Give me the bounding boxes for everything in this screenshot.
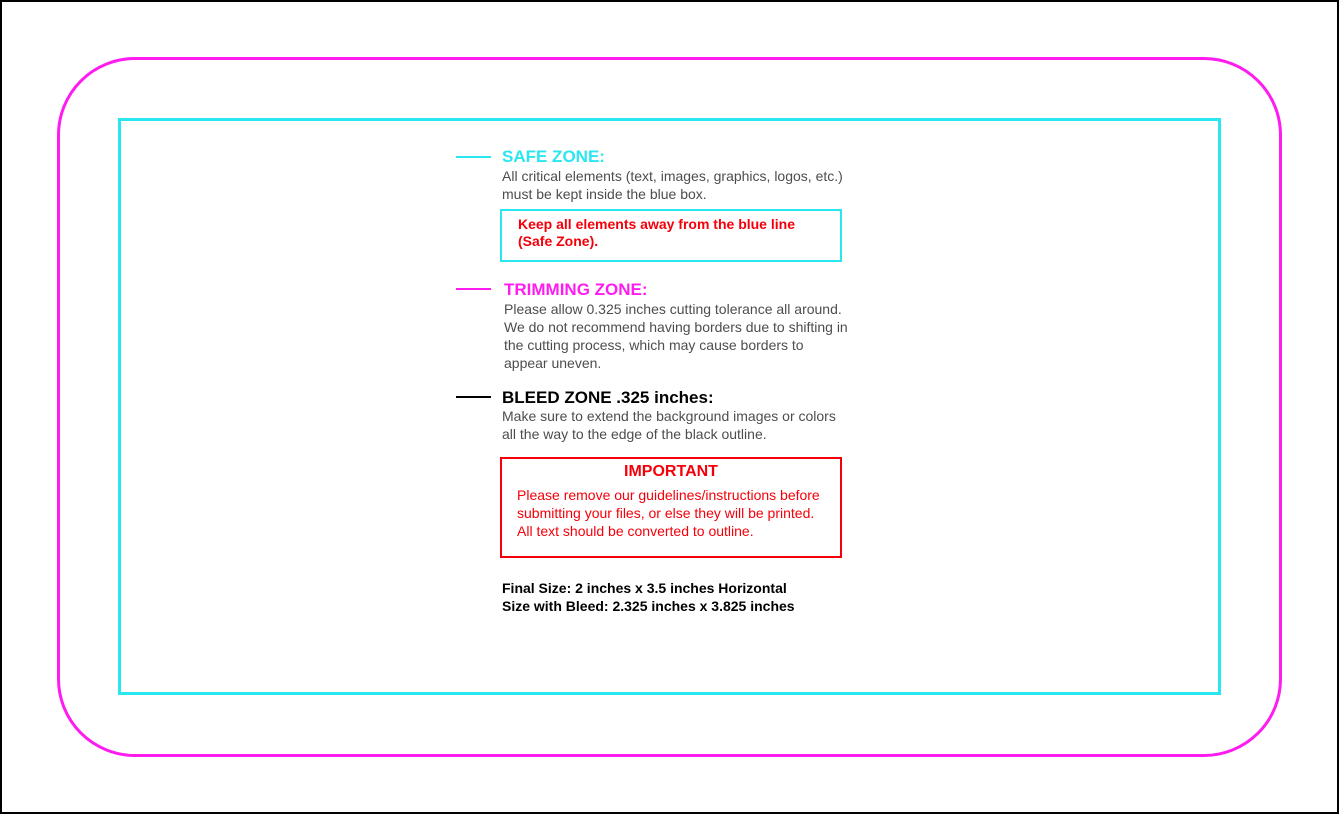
important-notice-line: Please remove our guidelines/instructions before	[517, 487, 820, 503]
safe-zone-description	[502, 167, 843, 203]
trimming-zone-description-line: the cutting process, which may cause borders to	[504, 337, 804, 353]
trimming-zone-description	[504, 300, 848, 372]
bleed-zone-description-line: Make sure to extend the background images or colors	[502, 408, 836, 424]
size-info	[502, 579, 795, 615]
safe-zone-warning-box	[500, 209, 842, 262]
important-notice-line: submitting your files, or else they will be printed.	[517, 505, 815, 521]
trimming-zone-title: TRIMMING ZONE:	[504, 280, 648, 299]
bleed-zone-legend-line	[456, 396, 491, 398]
safe-zone-description-line: All critical elements (text, images, graphics, logos, etc.)	[502, 168, 843, 184]
safe-zone-title: SAFE ZONE:	[502, 147, 605, 166]
safe-zone-warning-line: (Safe Zone).	[518, 233, 599, 249]
important-notice-line: All text should be converted to outline.	[517, 523, 754, 539]
important-notice-box	[500, 457, 842, 558]
trimming-zone-description-line: appear uneven.	[504, 355, 602, 371]
safe-zone-legend-line	[456, 156, 491, 158]
final-size: Final Size: 2 inches x 3.5 inches Horizontal	[502, 580, 787, 596]
bleed-zone-title: BLEED ZONE .325 inches:	[502, 388, 714, 407]
trimming-zone-description-line: Please allow 0.325 inches cutting tolerance all around.	[504, 301, 842, 317]
safe-zone-warning	[518, 216, 795, 250]
bleed-zone-description-line: all the way to the edge of the black outline.	[502, 426, 767, 442]
trimming-zone-description-line: We do not recommend having borders due to shifting in	[504, 319, 848, 335]
bleed-zone-description	[502, 407, 836, 443]
size-with-bleed: Size with Bleed: 2.325 inches x 3.825 inches	[502, 598, 795, 614]
important-notice-text	[517, 486, 820, 540]
safe-zone-warning-line: Keep all elements away from the blue line	[518, 216, 795, 232]
safe-zone-description-line: must be kept inside the blue box.	[502, 186, 707, 202]
trimming-zone-legend-line	[456, 288, 491, 290]
important-title: IMPORTANT	[624, 463, 718, 480]
